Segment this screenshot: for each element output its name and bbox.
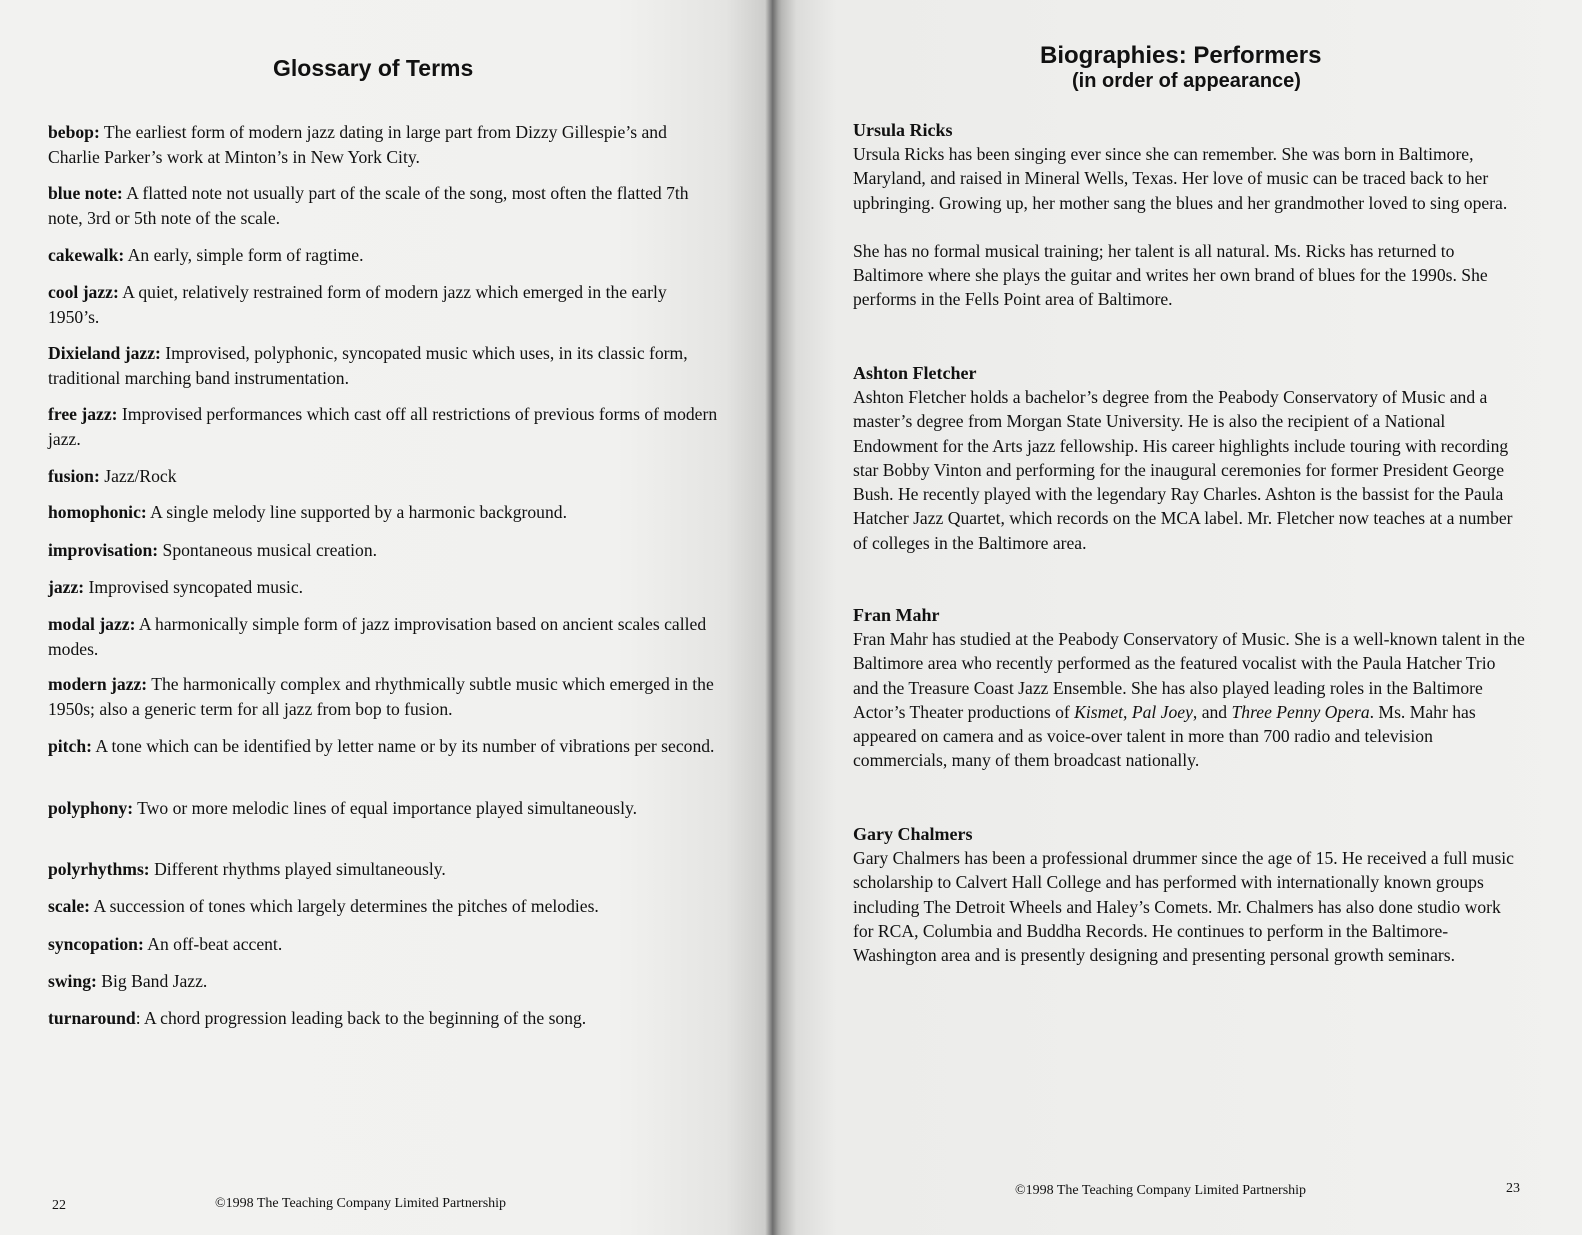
glossary-entry-homophonic <box>48 500 718 525</box>
term-definition: Improvised, polyphonic, syncopated music which uses, in its classic form, traditional marching band instrumentation. <box>48 343 688 388</box>
term-name: pitch: <box>48 736 92 756</box>
glossary-entry-cool-jazz <box>48 280 718 329</box>
biographies-title: Biographies: Performers <box>1040 42 1322 69</box>
production-title: Kismet <box>1074 701 1124 722</box>
term-name: scale: <box>48 896 91 916</box>
bio-text-segment: , and <box>1192 701 1232 722</box>
glossary-entry-turnaround <box>48 1006 718 1031</box>
term-definition: A flatted note not usually part of the scale of the song, most often the flatted 7th note, 3rd or 5th note of the scale. <box>48 183 689 228</box>
production-title: Pal Joey <box>1131 701 1193 722</box>
term-definition: The earliest form of modern jazz dating in large part from Dizzy Gillespie’s and Charlie Parker’s work at Minton’s in New York City. <box>48 122 667 167</box>
term-name: bebop: <box>48 122 100 142</box>
glossary-entry-free-jazz <box>48 402 718 451</box>
term-definition: Big Band Jazz. <box>96 971 208 991</box>
bio-text <box>853 846 1525 967</box>
term-name: jazz: <box>48 577 85 597</box>
term-name: modal jazz: <box>48 614 136 634</box>
page-number-left: 22 <box>52 1198 66 1213</box>
bio-fran-mahr <box>853 603 1525 773</box>
biographies-subtitle: (in order of appearance) <box>1072 70 1301 92</box>
production-title: Three Penny Opera <box>1231 701 1370 722</box>
bio-paragraph: Gary Chalmers has been a professional drummer since the age of 15. He received a full music scholarship to Calvert Hall College and has performed with internationally known groups including The Detroit Wheels and Haley’s Comets. Mr. Chalmers has also done studio work for RCA, Columbia and Buddha Records. He continues to perform in the Baltimore-Washington area and is presently designing and presenting personal growth seminars. <box>853 848 1514 966</box>
term-definition: Spontaneous musical creation. <box>158 540 378 560</box>
term-definition: A single melody line supported by a harmonic background. <box>146 502 567 522</box>
bio-paragraph: Ashton Fletcher holds a bachelor’s degree from the Peabody Conservatory of Music and a master’s degree from Morgan State University. He is also the recipient of a National Endowment for the Arts jazz fellowship. His career highlights include touring with recording star Bobby Vinton and performing for the inaugural ceremonies for former President George Bush. He recently played with the legendary Ray Charles. Ashton is the bassist for the Paula Hatcher Jazz Quartet, which records on the MCA label. Mr. Fletcher now teaches at a number of colleges in the Baltimore area. <box>853 387 1513 553</box>
glossary-entry-blue-note <box>48 181 718 230</box>
term-definition: An off-beat accent. <box>143 934 283 954</box>
term-name: swing: <box>48 971 97 991</box>
term-name: cool jazz: <box>48 282 119 302</box>
glossary-entry-fusion <box>48 464 718 489</box>
glossary-entry-cakewalk <box>48 243 718 268</box>
term-name: fusion: <box>48 466 100 486</box>
bio-paragraph: Ursula Ricks has been singing ever since she can remember. She was born in Baltimore, Maryland, and raised in Mineral Wells, Texas. Her love of music can be traced back to her upbringing. Growing up, her mother sang the blues and her grandmother loved to sing opera. <box>853 144 1508 213</box>
bio-paragraph <box>853 627 1525 773</box>
term-name: polyrhythms: <box>48 859 150 879</box>
term-definition: A succession of tones which largely determines the pitches of melodies. <box>90 896 599 916</box>
glossary-entry-syncopation <box>48 932 718 957</box>
glossary-entry-bebop <box>48 120 718 169</box>
performer-name: Ashton Fletcher <box>853 363 977 383</box>
page-number-right: 23 <box>1506 1181 1520 1196</box>
bio-text-segment: Fran Mahr has studied at the Peabody Conservatory of Music. She is a well-known talent in the Baltimore area who recently performed as the featured vocalist with the Paula Hatcher Trio and the Treasure Coast Jazz Ensemble. She has also played leading roles in the Baltimore Actor’s Theater productions of <box>853 629 1525 722</box>
bio-gary-chalmers <box>853 822 1525 967</box>
copyright-right: ©1998 The Teaching Company Limited Partnership <box>1015 1183 1307 1198</box>
glossary-entry-polyphony <box>48 796 718 821</box>
term-definition: An early, simple form of ragtime. <box>124 245 364 265</box>
glossary-entry-dixieland-jazz <box>48 341 718 390</box>
bio-text-segment: . Ms. Mahr has appeared on camera and as voice-over talent in more than 700 radio and television commercials, many of them broadcast nationally. <box>853 701 1476 771</box>
glossary-entry-scale <box>48 894 718 919</box>
term-definition: Different rhythms played simultaneously. <box>149 859 446 879</box>
term-definition: A quiet, relatively restrained form of modern jazz which emerged in the early 1950’s. <box>48 282 667 327</box>
performer-name: Fran Mahr <box>853 605 940 625</box>
left-page <box>0 0 772 1235</box>
copyright-left: ©1998 The Teaching Company Limited Partnership <box>215 1196 507 1211</box>
performer-name: Ursula Ricks <box>853 120 953 140</box>
term-definition: A harmonically simple form of jazz improvisation based on ancient scales called modes. <box>48 614 707 659</box>
glossary-entry-jazz <box>48 575 718 600</box>
glossary-entry-pitch <box>48 734 718 759</box>
book-gutter <box>765 0 779 1235</box>
bio-paragraph: She has no formal musical training; her talent is all natural. Ms. Ricks has returned to Baltimore where she plays the guitar and writes her own brand of blues for the 1990s. She performs in the Fells Point area of Baltimore. <box>853 240 1488 310</box>
term-name: polyphony: <box>48 798 134 818</box>
term-name: Dixieland jazz: <box>48 343 161 363</box>
term-name: syncopation: <box>48 934 144 954</box>
term-name: blue note: <box>48 183 123 203</box>
bio-text <box>853 627 1525 773</box>
bio-text <box>853 385 1525 555</box>
term-definition: Two or more melodic lines of equal importance played simultaneously. <box>133 798 638 818</box>
term-name: turnaround <box>48 1008 136 1028</box>
glossary-title: Glossary of Terms <box>273 55 474 81</box>
performer-name: Gary Chalmers <box>853 824 973 844</box>
term-definition: Improvised performances which cast off all restrictions of previous forms of modern jazz. <box>48 404 718 449</box>
term-definition: A tone which can be identified by letter name or by its number of vibrations per second. <box>91 736 715 756</box>
bio-text <box>853 142 1525 312</box>
term-definition: The harmonically complex and rhythmically subtle music which emerged in the 1950s; also a generic term for all jazz from bop to fusion. <box>48 674 714 719</box>
term-name: free jazz: <box>48 404 118 424</box>
glossary-entry-swing <box>48 969 718 994</box>
term-definition: Improvised syncopated music. <box>84 577 304 597</box>
bio-text-segment: , <box>1123 701 1132 722</box>
glossary-entry-polyrhythms <box>48 857 718 882</box>
term-name: homophonic: <box>48 502 147 522</box>
glossary-entry-modern-jazz <box>48 672 718 721</box>
term-name: improvisation: <box>48 540 159 560</box>
bio-ashton-fletcher <box>853 361 1525 555</box>
term-definition: Jazz/Rock <box>99 466 177 486</box>
glossary-entry-improvisation <box>48 538 718 563</box>
glossary-entry-modal-jazz <box>48 612 718 661</box>
bio-ursula-ricks <box>853 118 1525 312</box>
term-name: modern jazz: <box>48 674 148 694</box>
term-definition: : A chord progression leading back to the beginning of the song. <box>135 1008 587 1028</box>
term-name: cakewalk: <box>48 245 125 265</box>
